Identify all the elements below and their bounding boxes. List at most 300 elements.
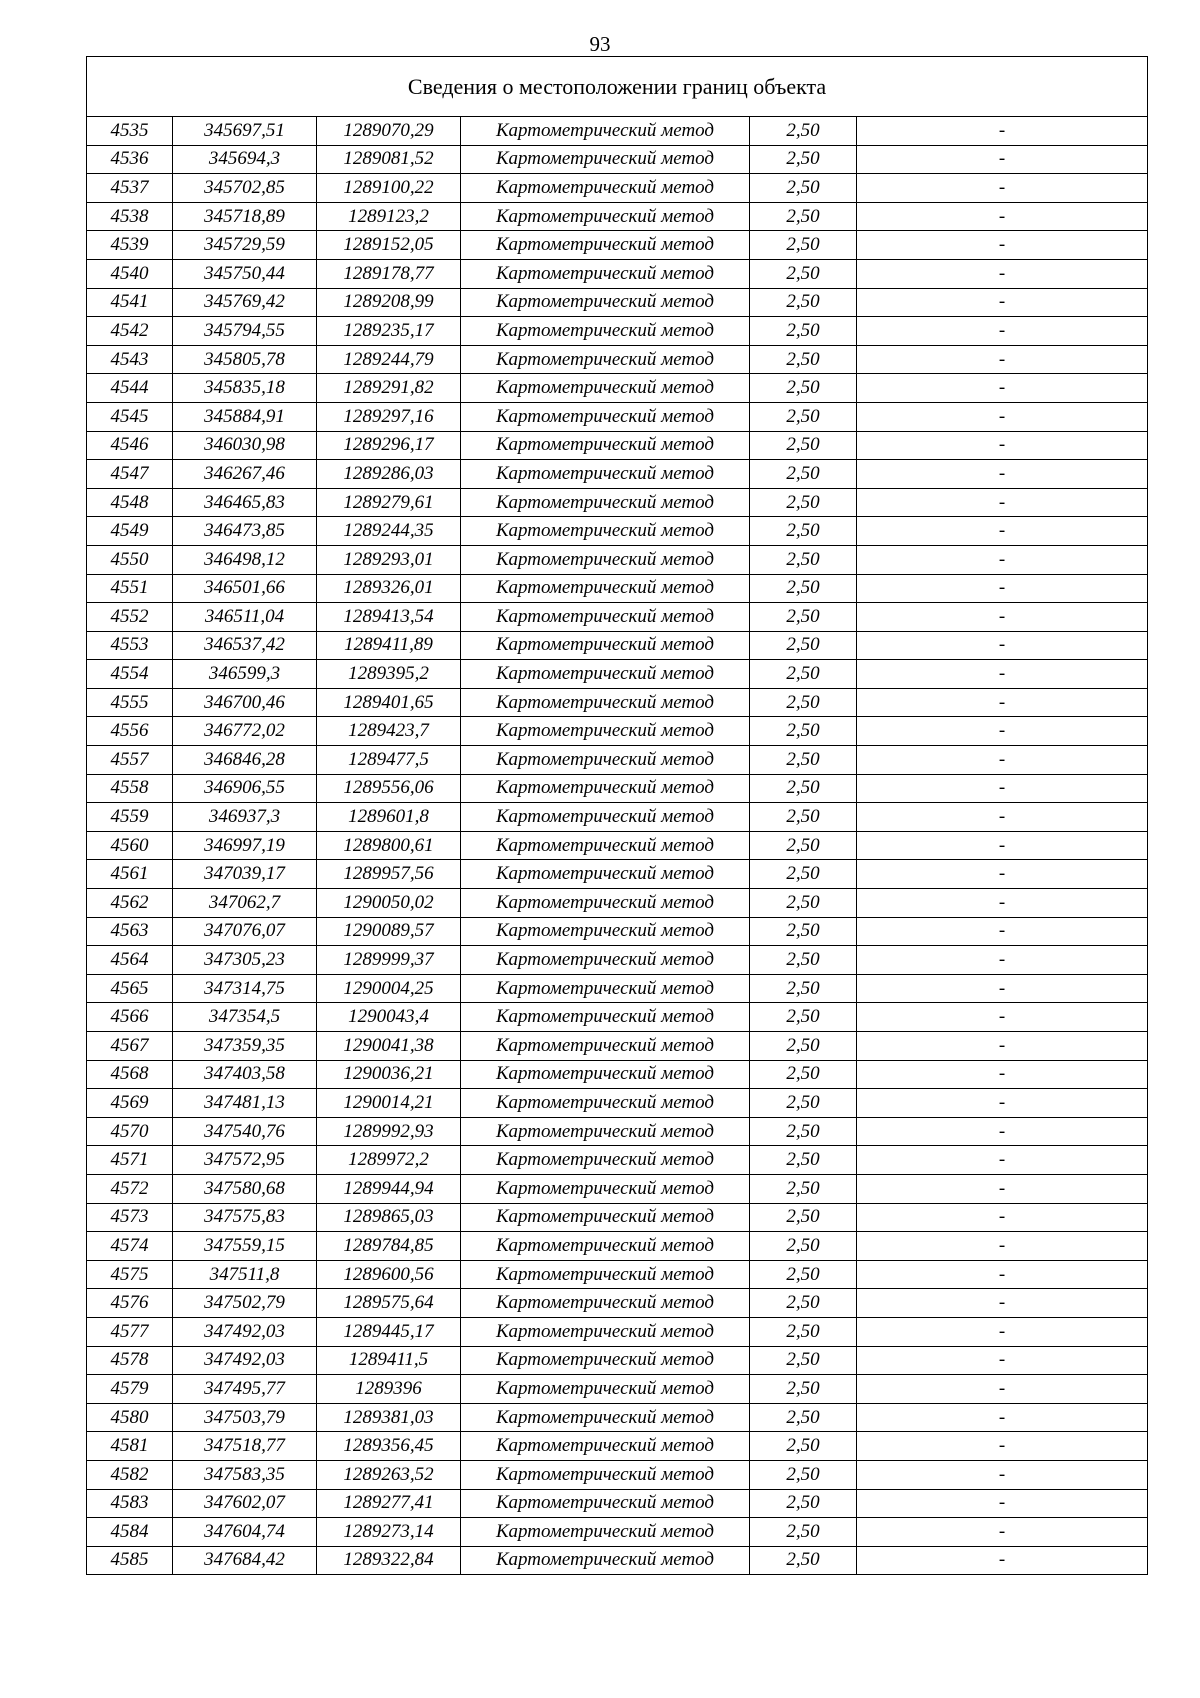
description-cell: - [857, 1289, 1148, 1318]
method-cell: Картометрический метод [461, 1346, 750, 1375]
description-cell: - [857, 974, 1148, 1003]
method-cell: Картометрический метод [461, 946, 750, 975]
description-cell: - [857, 717, 1148, 746]
x-coordinate-cell: 346473,85 [173, 517, 317, 546]
y-coordinate-cell: 1289244,79 [317, 345, 461, 374]
table-row [87, 374, 1148, 403]
description-cell: - [857, 1117, 1148, 1146]
table-row [87, 1117, 1148, 1146]
point-number-cell: 4568 [87, 1060, 173, 1089]
method-cell: Картометрический метод [461, 1060, 750, 1089]
accuracy-cell: 2,50 [750, 603, 857, 632]
method-cell: Картометрический метод [461, 1260, 750, 1289]
description-cell: - [857, 1317, 1148, 1346]
y-coordinate-cell: 1290036,21 [317, 1060, 461, 1089]
accuracy-cell: 2,50 [750, 460, 857, 489]
table-row [87, 1003, 1148, 1032]
description-cell: - [857, 946, 1148, 975]
method-cell: Картометрический метод [461, 1174, 750, 1203]
y-coordinate-cell: 1289100,22 [317, 174, 461, 203]
point-number-cell: 4583 [87, 1489, 173, 1518]
description-cell: - [857, 1203, 1148, 1232]
x-coordinate-cell: 346846,28 [173, 746, 317, 775]
description-cell: - [857, 1432, 1148, 1461]
y-coordinate-cell: 1289413,54 [317, 603, 461, 632]
description-cell: - [857, 174, 1148, 203]
y-coordinate-cell: 1289286,03 [317, 460, 461, 489]
method-cell: Картометрический метод [461, 202, 750, 231]
method-cell: Картометрический метод [461, 1546, 750, 1575]
method-cell: Картометрический метод [461, 1232, 750, 1261]
x-coordinate-cell: 347305,23 [173, 946, 317, 975]
method-cell: Картометрический метод [461, 117, 750, 146]
point-number-cell: 4565 [87, 974, 173, 1003]
x-coordinate-cell: 346906,55 [173, 774, 317, 803]
accuracy-cell: 2,50 [750, 1403, 857, 1432]
point-number-cell: 4541 [87, 288, 173, 317]
table-row [87, 860, 1148, 889]
description-cell: - [857, 488, 1148, 517]
accuracy-cell: 2,50 [750, 1174, 857, 1203]
y-coordinate-cell: 1290004,25 [317, 974, 461, 1003]
description-cell: - [857, 688, 1148, 717]
table-row [87, 1289, 1148, 1318]
point-number-cell: 4564 [87, 946, 173, 975]
method-cell: Картометрический метод [461, 1003, 750, 1032]
description-cell: - [857, 1174, 1148, 1203]
table-row [87, 746, 1148, 775]
table-row [87, 574, 1148, 603]
y-coordinate-cell: 1289445,17 [317, 1317, 461, 1346]
description-cell: - [857, 460, 1148, 489]
point-number-cell: 4555 [87, 688, 173, 717]
point-number-cell: 4559 [87, 803, 173, 832]
method-cell: Картометрический метод [461, 631, 750, 660]
description-cell: - [857, 545, 1148, 574]
table-row [87, 1518, 1148, 1547]
description-cell: - [857, 1146, 1148, 1175]
y-coordinate-cell: 1289423,7 [317, 717, 461, 746]
method-cell: Картометрический метод [461, 974, 750, 1003]
y-coordinate-cell: 1289279,61 [317, 488, 461, 517]
method-cell: Картометрический метод [461, 345, 750, 374]
method-cell: Картометрический метод [461, 1432, 750, 1461]
accuracy-cell: 2,50 [750, 145, 857, 174]
point-number-cell: 4563 [87, 917, 173, 946]
point-number-cell: 4548 [87, 488, 173, 517]
y-coordinate-cell: 1289178,77 [317, 259, 461, 288]
method-cell: Картометрический метод [461, 1375, 750, 1404]
method-cell: Картометрический метод [461, 259, 750, 288]
y-coordinate-cell: 1289784,85 [317, 1232, 461, 1261]
description-cell: - [857, 1546, 1148, 1575]
y-coordinate-cell: 1289291,82 [317, 374, 461, 403]
table-row [87, 660, 1148, 689]
method-cell: Картометрический метод [461, 402, 750, 431]
accuracy-cell: 2,50 [750, 345, 857, 374]
table-row [87, 402, 1148, 431]
accuracy-cell: 2,50 [750, 1460, 857, 1489]
table-row [87, 488, 1148, 517]
point-number-cell: 4561 [87, 860, 173, 889]
x-coordinate-cell: 347583,35 [173, 1460, 317, 1489]
table-row [87, 803, 1148, 832]
method-cell: Картометрический метод [461, 431, 750, 460]
x-coordinate-cell: 345794,55 [173, 317, 317, 346]
point-number-cell: 4578 [87, 1346, 173, 1375]
description-cell: - [857, 231, 1148, 260]
method-cell: Картометрический метод [461, 717, 750, 746]
y-coordinate-cell: 1290050,02 [317, 889, 461, 918]
method-cell: Картометрический метод [461, 231, 750, 260]
y-coordinate-cell: 1289273,14 [317, 1518, 461, 1547]
method-cell: Картометрический метод [461, 517, 750, 546]
point-number-cell: 4551 [87, 574, 173, 603]
accuracy-cell: 2,50 [750, 374, 857, 403]
boundary-coordinates-table [86, 56, 1148, 1575]
description-cell: - [857, 374, 1148, 403]
x-coordinate-cell: 346937,3 [173, 803, 317, 832]
y-coordinate-cell: 1289152,05 [317, 231, 461, 260]
accuracy-cell: 2,50 [750, 517, 857, 546]
table-row [87, 1203, 1148, 1232]
table-row [87, 688, 1148, 717]
table-title: Сведения о местоположении границ объекта [87, 57, 1148, 117]
description-cell: - [857, 1375, 1148, 1404]
point-number-cell: 4553 [87, 631, 173, 660]
y-coordinate-cell: 1289395,2 [317, 660, 461, 689]
point-number-cell: 4576 [87, 1289, 173, 1318]
point-number-cell: 4581 [87, 1432, 173, 1461]
y-coordinate-cell: 1290089,57 [317, 917, 461, 946]
table-row [87, 1260, 1148, 1289]
description-cell: - [857, 631, 1148, 660]
accuracy-cell: 2,50 [750, 259, 857, 288]
method-cell: Картометрический метод [461, 860, 750, 889]
x-coordinate-cell: 347503,79 [173, 1403, 317, 1432]
point-number-cell: 4535 [87, 117, 173, 146]
y-coordinate-cell: 1289293,01 [317, 545, 461, 574]
description-cell: - [857, 831, 1148, 860]
table-row [87, 1317, 1148, 1346]
table-row [87, 202, 1148, 231]
x-coordinate-cell: 345718,89 [173, 202, 317, 231]
y-coordinate-cell: 1289477,5 [317, 746, 461, 775]
accuracy-cell: 2,50 [750, 1289, 857, 1318]
x-coordinate-cell: 347403,58 [173, 1060, 317, 1089]
y-coordinate-cell: 1289401,65 [317, 688, 461, 717]
point-number-cell: 4562 [87, 889, 173, 918]
method-cell: Картометрический метод [461, 174, 750, 203]
point-number-cell: 4580 [87, 1403, 173, 1432]
description-cell: - [857, 1460, 1148, 1489]
point-number-cell: 4545 [87, 402, 173, 431]
table-row [87, 345, 1148, 374]
point-number-cell: 4575 [87, 1260, 173, 1289]
point-number-cell: 4572 [87, 1174, 173, 1203]
description-cell: - [857, 259, 1148, 288]
table-row [87, 946, 1148, 975]
table-row [87, 174, 1148, 203]
description-cell: - [857, 574, 1148, 603]
method-cell: Картометрический метод [461, 1518, 750, 1547]
description-cell: - [857, 431, 1148, 460]
method-cell: Картометрический метод [461, 1289, 750, 1318]
accuracy-cell: 2,50 [750, 1032, 857, 1061]
point-number-cell: 4538 [87, 202, 173, 231]
method-cell: Картометрический метод [461, 374, 750, 403]
point-number-cell: 4554 [87, 660, 173, 689]
accuracy-cell: 2,50 [750, 946, 857, 975]
description-cell: - [857, 1232, 1148, 1261]
accuracy-cell: 2,50 [750, 717, 857, 746]
y-coordinate-cell: 1289277,41 [317, 1489, 461, 1518]
point-number-cell: 4544 [87, 374, 173, 403]
description-cell: - [857, 1089, 1148, 1118]
accuracy-cell: 2,50 [750, 574, 857, 603]
point-number-cell: 4556 [87, 717, 173, 746]
table-row [87, 1432, 1148, 1461]
method-cell: Картометрический метод [461, 288, 750, 317]
method-cell: Картометрический метод [461, 803, 750, 832]
y-coordinate-cell: 1289865,03 [317, 1203, 461, 1232]
description-cell: - [857, 917, 1148, 946]
y-coordinate-cell: 1289208,99 [317, 288, 461, 317]
point-number-cell: 4567 [87, 1032, 173, 1061]
x-coordinate-cell: 347481,13 [173, 1089, 317, 1118]
x-coordinate-cell: 345702,85 [173, 174, 317, 203]
point-number-cell: 4547 [87, 460, 173, 489]
table-row [87, 1060, 1148, 1089]
method-cell: Картометрический метод [461, 917, 750, 946]
x-coordinate-cell: 345805,78 [173, 345, 317, 374]
y-coordinate-cell: 1289575,64 [317, 1289, 461, 1318]
x-coordinate-cell: 346511,04 [173, 603, 317, 632]
method-cell: Картометрический метод [461, 545, 750, 574]
accuracy-cell: 2,50 [750, 1117, 857, 1146]
accuracy-cell: 2,50 [750, 117, 857, 146]
table-row [87, 917, 1148, 946]
x-coordinate-cell: 347602,07 [173, 1489, 317, 1518]
accuracy-cell: 2,50 [750, 174, 857, 203]
point-number-cell: 4539 [87, 231, 173, 260]
method-cell: Картометрический метод [461, 889, 750, 918]
description-cell: - [857, 117, 1148, 146]
table-row [87, 259, 1148, 288]
description-cell: - [857, 746, 1148, 775]
method-cell: Картометрический метод [461, 1403, 750, 1432]
table-row [87, 1174, 1148, 1203]
table-row [87, 231, 1148, 260]
x-coordinate-cell: 347495,77 [173, 1375, 317, 1404]
x-coordinate-cell: 346498,12 [173, 545, 317, 574]
method-cell: Картометрический метод [461, 1146, 750, 1175]
table-row [87, 774, 1148, 803]
accuracy-cell: 2,50 [750, 1518, 857, 1547]
x-coordinate-cell: 347492,03 [173, 1346, 317, 1375]
description-cell: - [857, 1032, 1148, 1061]
accuracy-cell: 2,50 [750, 402, 857, 431]
method-cell: Картометрический метод [461, 774, 750, 803]
accuracy-cell: 2,50 [750, 1089, 857, 1118]
description-cell: - [857, 1060, 1148, 1089]
point-number-cell: 4549 [87, 517, 173, 546]
point-number-cell: 4582 [87, 1460, 173, 1489]
description-cell: - [857, 603, 1148, 632]
point-number-cell: 4557 [87, 746, 173, 775]
x-coordinate-cell: 347502,79 [173, 1289, 317, 1318]
table-row [87, 1375, 1148, 1404]
description-cell: - [857, 1489, 1148, 1518]
accuracy-cell: 2,50 [750, 317, 857, 346]
table-row [87, 1032, 1148, 1061]
y-coordinate-cell: 1289070,29 [317, 117, 461, 146]
table-row [87, 603, 1148, 632]
x-coordinate-cell: 347062,7 [173, 889, 317, 918]
description-cell: - [857, 660, 1148, 689]
point-number-cell: 4574 [87, 1232, 173, 1261]
method-cell: Картометрический метод [461, 1203, 750, 1232]
method-cell: Картометрический метод [461, 1317, 750, 1346]
accuracy-cell: 2,50 [750, 202, 857, 231]
description-cell: - [857, 860, 1148, 889]
x-coordinate-cell: 347559,15 [173, 1232, 317, 1261]
x-coordinate-cell: 346599,3 [173, 660, 317, 689]
y-coordinate-cell: 1289235,17 [317, 317, 461, 346]
table-row [87, 1403, 1148, 1432]
x-coordinate-cell: 347039,17 [173, 860, 317, 889]
method-cell: Картометрический метод [461, 488, 750, 517]
method-cell: Картометрический метод [461, 317, 750, 346]
y-coordinate-cell: 1289356,45 [317, 1432, 461, 1461]
table-row [87, 831, 1148, 860]
x-coordinate-cell: 345697,51 [173, 117, 317, 146]
accuracy-cell: 2,50 [750, 831, 857, 860]
x-coordinate-cell: 346772,02 [173, 717, 317, 746]
x-coordinate-cell: 347511,8 [173, 1260, 317, 1289]
table-row [87, 1346, 1148, 1375]
y-coordinate-cell: 1289322,84 [317, 1546, 461, 1575]
table-row [87, 1089, 1148, 1118]
y-coordinate-cell: 1289123,2 [317, 202, 461, 231]
table-row [87, 717, 1148, 746]
point-number-cell: 4537 [87, 174, 173, 203]
method-cell: Картометрический метод [461, 1117, 750, 1146]
table-row [87, 117, 1148, 146]
description-cell: - [857, 202, 1148, 231]
y-coordinate-cell: 1290041,38 [317, 1032, 461, 1061]
point-number-cell: 4584 [87, 1518, 173, 1547]
point-number-cell: 4569 [87, 1089, 173, 1118]
accuracy-cell: 2,50 [750, 1232, 857, 1261]
description-cell: - [857, 1003, 1148, 1032]
x-coordinate-cell: 346030,98 [173, 431, 317, 460]
method-cell: Картометрический метод [461, 660, 750, 689]
description-cell: - [857, 889, 1148, 918]
table-title-row [87, 57, 1148, 117]
description-cell: - [857, 1260, 1148, 1289]
x-coordinate-cell: 346267,46 [173, 460, 317, 489]
accuracy-cell: 2,50 [750, 1203, 857, 1232]
accuracy-cell: 2,50 [750, 660, 857, 689]
y-coordinate-cell: 1289297,16 [317, 402, 461, 431]
method-cell: Картометрический метод [461, 746, 750, 775]
x-coordinate-cell: 345694,3 [173, 145, 317, 174]
accuracy-cell: 2,50 [750, 889, 857, 918]
x-coordinate-cell: 346465,83 [173, 488, 317, 517]
method-cell: Картометрический метод [461, 1460, 750, 1489]
description-cell: - [857, 345, 1148, 374]
accuracy-cell: 2,50 [750, 688, 857, 717]
x-coordinate-cell: 347076,07 [173, 917, 317, 946]
accuracy-cell: 2,50 [750, 1546, 857, 1575]
description-cell: - [857, 774, 1148, 803]
accuracy-cell: 2,50 [750, 1060, 857, 1089]
y-coordinate-cell: 1289411,89 [317, 631, 461, 660]
accuracy-cell: 2,50 [750, 1146, 857, 1175]
accuracy-cell: 2,50 [750, 1375, 857, 1404]
page-number: 93 [589, 32, 611, 56]
method-cell: Картометрический метод [461, 1032, 750, 1061]
method-cell: Картометрический метод [461, 145, 750, 174]
accuracy-cell: 2,50 [750, 431, 857, 460]
x-coordinate-cell: 345835,18 [173, 374, 317, 403]
x-coordinate-cell: 346537,42 [173, 631, 317, 660]
method-cell: Картометрический метод [461, 1089, 750, 1118]
x-coordinate-cell: 347540,76 [173, 1117, 317, 1146]
point-number-cell: 4566 [87, 1003, 173, 1032]
x-coordinate-cell: 345729,59 [173, 231, 317, 260]
method-cell: Картометрический метод [461, 460, 750, 489]
description-cell: - [857, 517, 1148, 546]
accuracy-cell: 2,50 [750, 631, 857, 660]
x-coordinate-cell: 345884,91 [173, 402, 317, 431]
x-coordinate-cell: 347492,03 [173, 1317, 317, 1346]
accuracy-cell: 2,50 [750, 545, 857, 574]
accuracy-cell: 2,50 [750, 1489, 857, 1518]
table-body [87, 117, 1148, 1575]
table-row [87, 460, 1148, 489]
point-number-cell: 4543 [87, 345, 173, 374]
y-coordinate-cell: 1289600,56 [317, 1260, 461, 1289]
x-coordinate-cell: 347575,83 [173, 1203, 317, 1232]
accuracy-cell: 2,50 [750, 231, 857, 260]
y-coordinate-cell: 1289263,52 [317, 1460, 461, 1489]
point-number-cell: 4550 [87, 545, 173, 574]
method-cell: Картометрический метод [461, 688, 750, 717]
method-cell: Картометрический метод [461, 574, 750, 603]
y-coordinate-cell: 1289992,93 [317, 1117, 461, 1146]
description-cell: - [857, 1403, 1148, 1432]
table-row [87, 317, 1148, 346]
x-coordinate-cell: 345750,44 [173, 259, 317, 288]
table-row [87, 1232, 1148, 1261]
point-number-cell: 4573 [87, 1203, 173, 1232]
x-coordinate-cell: 347359,35 [173, 1032, 317, 1061]
table-row [87, 288, 1148, 317]
y-coordinate-cell: 1289081,52 [317, 145, 461, 174]
x-coordinate-cell: 346700,46 [173, 688, 317, 717]
table-row [87, 1489, 1148, 1518]
accuracy-cell: 2,50 [750, 1346, 857, 1375]
table-row [87, 517, 1148, 546]
y-coordinate-cell: 1289944,94 [317, 1174, 461, 1203]
table-row [87, 1146, 1148, 1175]
x-coordinate-cell: 347518,77 [173, 1432, 317, 1461]
y-coordinate-cell: 1289244,35 [317, 517, 461, 546]
x-coordinate-cell: 346997,19 [173, 831, 317, 860]
x-coordinate-cell: 345769,42 [173, 288, 317, 317]
